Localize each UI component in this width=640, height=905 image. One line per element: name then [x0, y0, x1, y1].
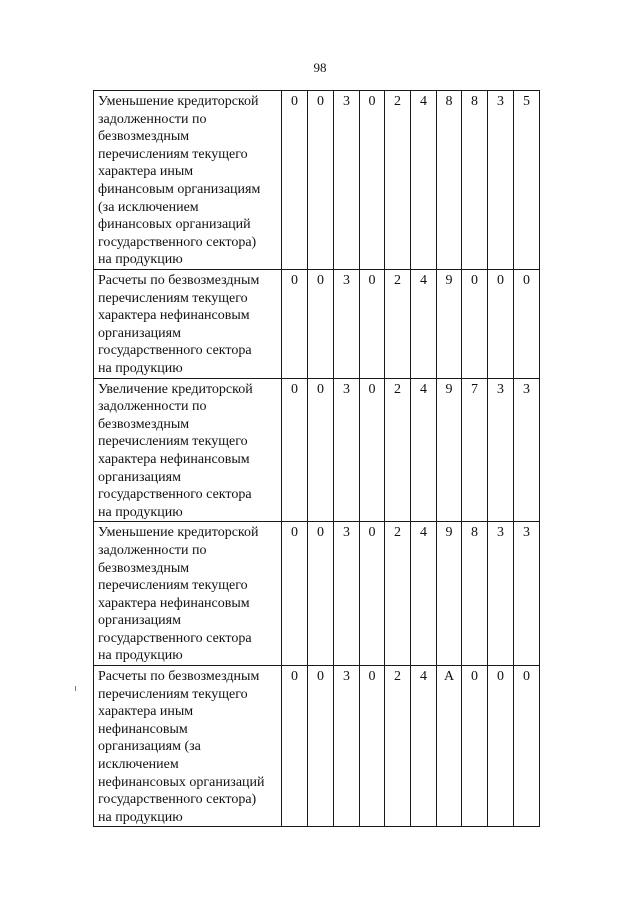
code-digit: 3 [488, 522, 514, 666]
code-digit: 9 [437, 522, 462, 666]
table-row [94, 666, 540, 827]
code-digit: 4 [411, 378, 437, 522]
code-digit: 4 [411, 666, 437, 827]
code-digit: 5 [514, 91, 540, 270]
code-digit: 0 [360, 91, 385, 270]
code-digit: 2 [385, 522, 411, 666]
code-digit: 3 [334, 270, 360, 379]
code-digit: 0 [462, 666, 488, 827]
code-digit: 0 [308, 378, 334, 522]
code-digit: 3 [488, 378, 514, 522]
code-digit: 2 [385, 270, 411, 379]
row-description: Уменьшение кредиторской задолженности по безвозмездным перечислениям текущего характера нефинансовым организациям государственного сектора на продукцию [94, 522, 282, 666]
scan-mark [75, 686, 76, 691]
code-digit: 0 [514, 270, 540, 379]
code-digit: 0 [360, 522, 385, 666]
code-digit: 0 [282, 91, 308, 270]
table-row [94, 91, 540, 270]
code-digit: 2 [385, 378, 411, 522]
code-digit: 0 [360, 270, 385, 379]
table-row [94, 522, 540, 666]
code-digit: 2 [385, 91, 411, 270]
code-digit: 3 [334, 91, 360, 270]
code-digit: 0 [308, 666, 334, 827]
code-digit: 7 [462, 378, 488, 522]
page-number: 98 [313, 60, 327, 75]
code-digit: 4 [411, 91, 437, 270]
code-digit: 8 [437, 91, 462, 270]
code-digit: 3 [514, 378, 540, 522]
code-digit: 3 [514, 522, 540, 666]
table-row [94, 378, 540, 522]
code-digit: 0 [308, 270, 334, 379]
code-digit: 0 [308, 522, 334, 666]
row-description: Увеличение кредиторской задолженности по безвозмездным перечислениям текущего характера нефинансовым организациям государственного сектора на продукцию [94, 378, 282, 522]
code-digit: 0 [488, 270, 514, 379]
code-digit: 2 [385, 666, 411, 827]
row-description: Расчеты по безвозмездным перечислениям текущего характера нефинансовым организациям государственного сектора на продукцию [94, 270, 282, 379]
code-digit: 3 [334, 666, 360, 827]
table-row [94, 270, 540, 379]
code-digit: 0 [360, 666, 385, 827]
code-digit: 3 [488, 91, 514, 270]
code-digit: 0 [282, 270, 308, 379]
code-digit: 0 [360, 378, 385, 522]
code-digit: 9 [437, 270, 462, 379]
code-digit: 8 [462, 91, 488, 270]
code-digit: 0 [282, 522, 308, 666]
code-digit: 0 [308, 91, 334, 270]
code-digit: 0 [514, 666, 540, 827]
row-description: Расчеты по безвозмездным перечислениям текущего характера иным нефинансовым организациям (за исключением нефинансовых организаций государственного сектора) на продукцию [94, 666, 282, 827]
code-digit: 3 [334, 378, 360, 522]
code-digit: 3 [334, 522, 360, 666]
code-digit: 0 [462, 270, 488, 379]
code-digit: 9 [437, 378, 462, 522]
code-digit: А [437, 666, 462, 827]
row-description: Уменьшение кредиторской задолженности по безвозмездным перечислениям текущего характера иным финансовым организациям (за исключением финансовых организаций государственного сектора) на продукцию [94, 91, 282, 270]
code-digit: 0 [282, 666, 308, 827]
code-digit: 0 [488, 666, 514, 827]
code-digit: 4 [411, 522, 437, 666]
code-digit: 0 [282, 378, 308, 522]
code-digit: 8 [462, 522, 488, 666]
code-digit: 4 [411, 270, 437, 379]
account-codes-table [93, 90, 540, 827]
